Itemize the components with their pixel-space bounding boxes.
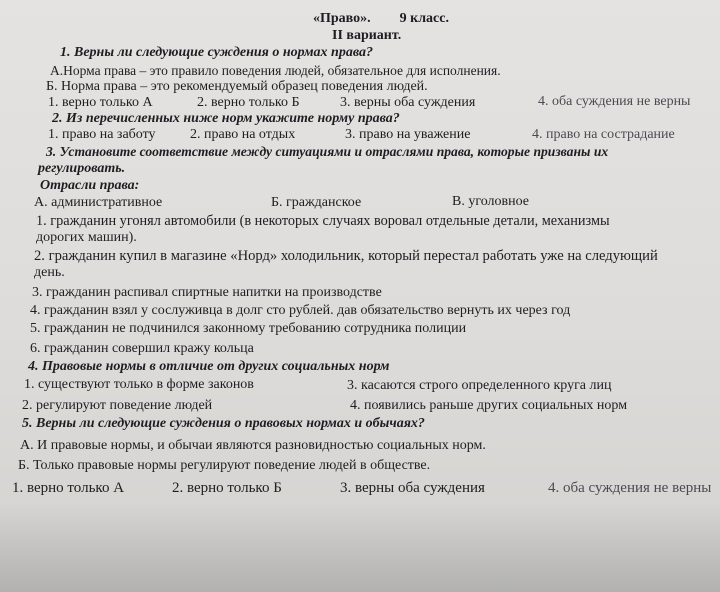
q5-option-3[interactable]: 3. верны оба суждения xyxy=(340,480,485,496)
q3-situation-2-line2: день. xyxy=(34,265,65,280)
q2-question: 2. Из перечисленных ниже норм укажите норму права? xyxy=(52,111,400,126)
q3-situation-1-line2: дорогих машин). xyxy=(36,230,137,245)
q4-option-1[interactable]: 1. существуют только в форме законов xyxy=(24,377,254,392)
q4-option-4[interactable]: 4. появились раньше других социальных норм xyxy=(350,398,628,413)
q3-branch-b: Б. гражданское xyxy=(271,195,362,210)
q1-question: 1. Верны ли следующие суждения о нормах права? xyxy=(60,45,373,60)
q3-situation-1-line1: 1. гражданин угонял автомобили (в некоторых случаях воровал отдельные детали, механизмы xyxy=(36,213,610,229)
q3-situation-5: 5. гражданин не подчинился законному требованию сотрудника полиции xyxy=(30,321,467,336)
q4-question: 4. Правовые нормы в отличие от других социальных норм xyxy=(28,359,390,374)
q5-option-2[interactable]: 2. верно только Б xyxy=(172,480,282,496)
subject-title xyxy=(313,10,449,28)
q3-branch-a: А. административное xyxy=(34,195,163,210)
q1-option-3[interactable]: 3. верны оба суждения xyxy=(340,95,476,110)
q4-option-3[interactable]: 3. касаются строго определенного круга лиц xyxy=(347,378,612,393)
q5-statement-a: А. И правовые нормы, и обычаи являются разновидностью социальных норм. xyxy=(20,438,486,453)
variant-label: II вариант. xyxy=(332,28,402,43)
q1-statement-b: Б. Норма права – это рекомендуемый образец поведения людей. xyxy=(46,79,428,94)
q3-branches-title: Отрасли права: xyxy=(40,178,140,193)
q1-statement-a: А.Норма права – это правило поведения людей, обязательное для исполнения. xyxy=(50,63,501,78)
q5-statement-b: Б. Только правовые нормы регулируют поведение людей в обществе. xyxy=(18,458,431,473)
q3-situation-6: 6. гражданин совершил кражу кольца xyxy=(30,341,254,356)
q3-situation-2-line1: 2. гражданин купил в магазине «Норд» холодильник, который перестал работать уже на следующий xyxy=(34,248,658,264)
grade-label: 9 класс. xyxy=(399,11,449,26)
q5-question: 5. Верны ли следующие суждения о правовых нормах и обычаях? xyxy=(22,416,425,431)
q3-question-line1: 3. Установите соответствие между ситуациями и отраслями права, которые призваны их xyxy=(46,144,609,159)
q1-option-2[interactable]: 2. верно только Б xyxy=(197,95,300,110)
subject-name: «Право». xyxy=(313,11,371,26)
q2-option-3[interactable]: 3. право на уважение xyxy=(345,127,471,142)
q2-option-2[interactable]: 2. право на отдых xyxy=(190,127,296,142)
q4-option-2[interactable]: 2. регулируют поведение людей xyxy=(22,398,213,413)
q1-option-4[interactable]: 4. оба суждения не верны xyxy=(538,94,691,109)
q2-option-1[interactable]: 1. право на заботу xyxy=(48,127,156,142)
paper-shadow xyxy=(0,504,720,592)
q5-option-1[interactable]: 1. верно только А xyxy=(12,480,125,496)
q3-situation-4: 4. гражданин взял у сослуживца в долг сто рублей. дав обязательство вернуть их через год xyxy=(30,303,571,318)
q5-option-4[interactable]: 4. оба суждения не верны xyxy=(548,480,712,496)
q3-situation-3: 3. гражданин распивал спиртные напитки на производстве xyxy=(32,285,382,300)
q1-option-1[interactable]: 1. верно только А xyxy=(48,95,153,110)
q3-branch-v: В. уголовное xyxy=(452,194,530,209)
q3-question-line2: регулировать. xyxy=(38,161,126,176)
q2-option-4[interactable]: 4. право на сострадание xyxy=(532,127,675,142)
